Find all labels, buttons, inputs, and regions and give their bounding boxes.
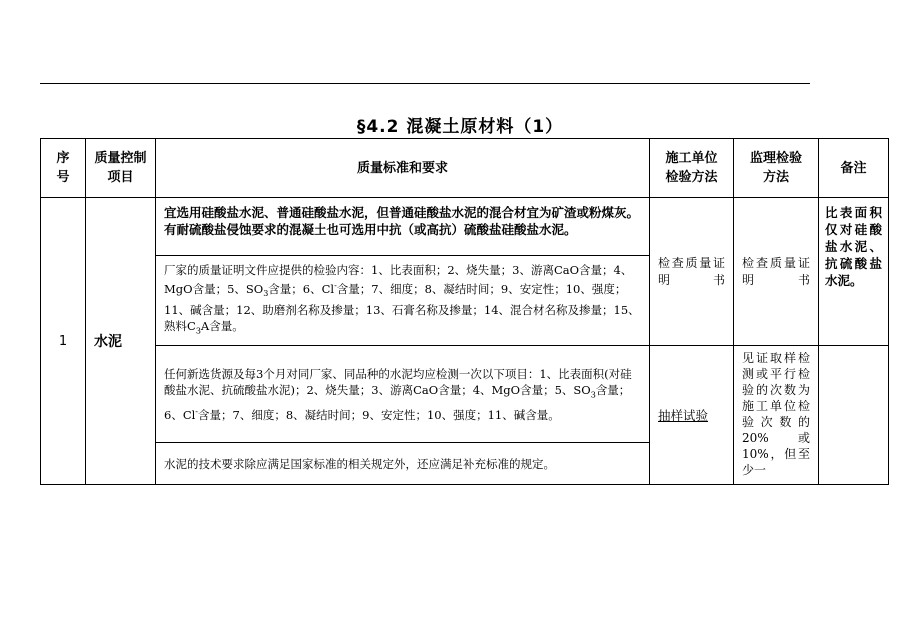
requirement-1: 宜选用硅酸盐水泥、普通硅酸盐水泥，但普通硅酸盐水泥的混合材宜为矿渣或粉煤灰。有耐硫酸盐侵蚀要求的混凝土也可选用中抗（或高抗）硫酸盐硅酸盐水泥。	[156, 198, 650, 256]
requirement-4: 水泥的技术要求除应满足国家标准的相关规定外，还应满足补充标准的规定。	[156, 443, 650, 485]
header-remark: 备注	[819, 139, 889, 198]
table-row	[41, 346, 889, 443]
header-rule	[40, 83, 810, 84]
header-standard: 质量标准和要求	[156, 139, 650, 198]
header-item: 质量控制项目	[86, 139, 156, 198]
requirement-2: 厂家的质量证明文件应提供的检验内容：1、比表面积；2、烧失量；3、游离CaO含量；4、MgO含量；5、$SO_3$含量；6、Cl-含量；7、细度；8、凝结时间；9、安定性；10、强度；11、碱含量；12、助磨剂名称及掺量；13、石膏名称及掺量；14、混合材名称及掺量；15、熟料$C_3A$含量。	[156, 256, 650, 346]
page-title: §4.2 混凝土原材料（1）	[356, 117, 564, 137]
header-contractor: 施工单位检验方法	[650, 139, 734, 198]
row-item: 水泥	[86, 198, 156, 485]
header-supervisor: 监理检验方法	[734, 139, 819, 198]
supervisor-method-b: 见证取样检测或平行检验的次数为施工单位检验次数的20%或10%，但至少一	[734, 346, 819, 485]
standards-table	[40, 138, 889, 485]
table-row	[41, 198, 889, 256]
table-header-row	[41, 139, 889, 198]
remark-b	[819, 346, 889, 485]
supervisor-method-a: 检查质量证明书	[734, 198, 819, 346]
requirement-3: 任何新选货源及每3个月对同厂家、同品种的水泥均应检测一次以下项目：1、比表面积(对硅酸盐水泥、抗硫酸盐水泥)；2、烧失量；3、游离CaO含量；4、MgO含量；5、$SO_3$含量；6、Cl-含量；7、细度；8、凝结时间；9、安定性；10、强度；11、碱含量。	[156, 346, 650, 443]
remark-a: 比表面积仅对硅酸盐水泥、抗硫酸盐水泥。	[819, 198, 889, 346]
header-seq: 序号	[41, 139, 86, 198]
contractor-method-a: 检查质量证明书	[650, 198, 734, 346]
contractor-method-b: 抽样试验	[650, 346, 734, 485]
row-seq: 1	[41, 198, 86, 485]
